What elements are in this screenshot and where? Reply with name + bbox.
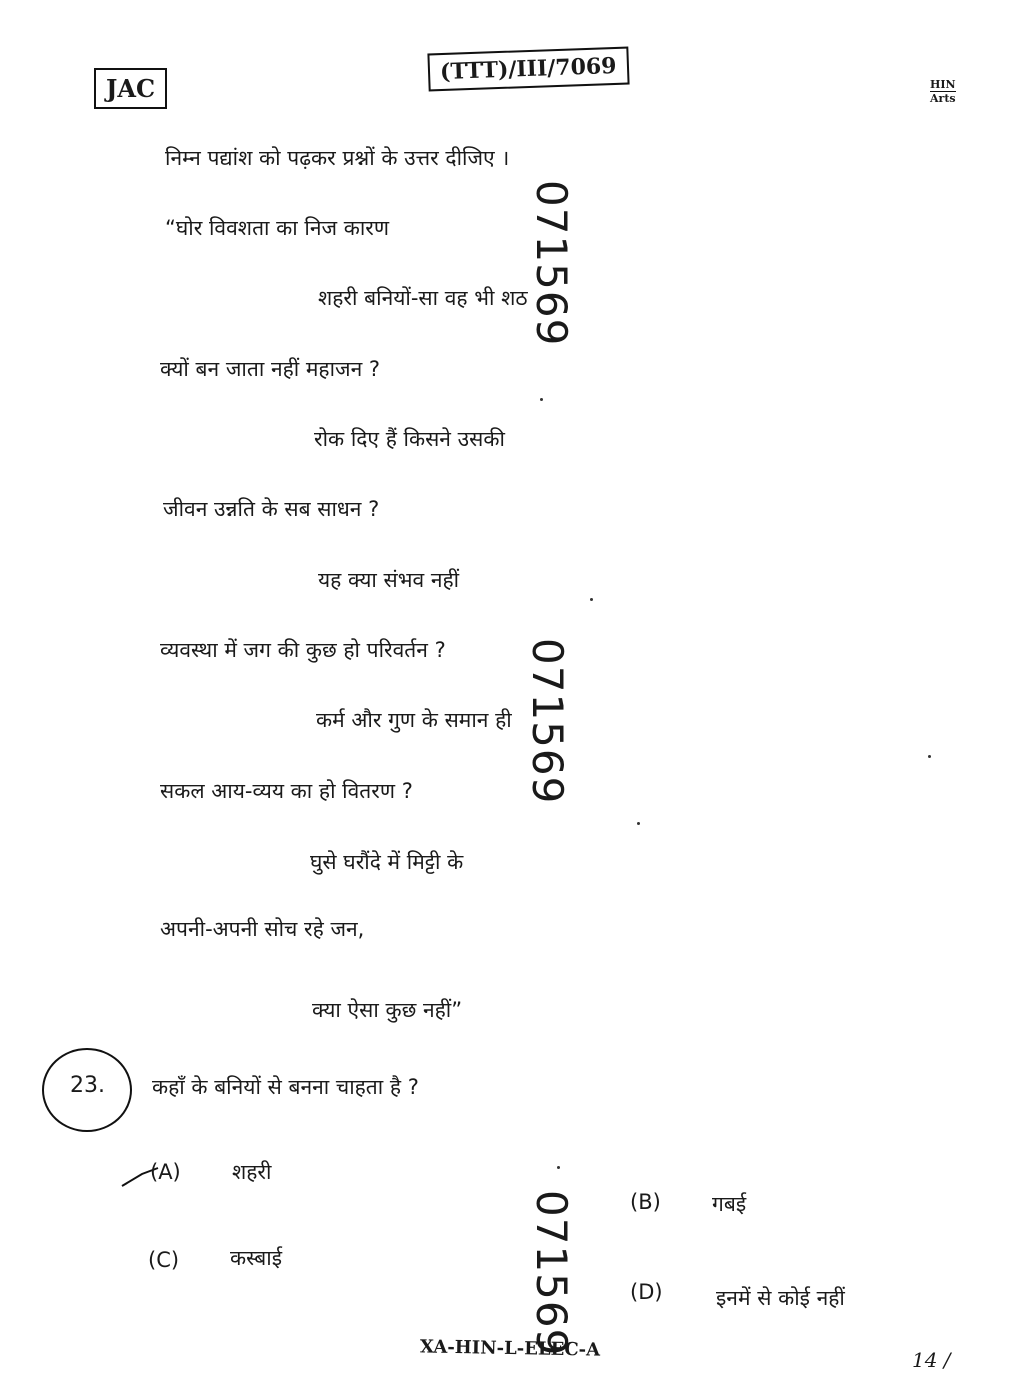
corner-mark-subject: HIN: [930, 78, 956, 91]
footer-code: XA-HIN-L-ELEC-A: [419, 1336, 601, 1361]
poem-line: सकल आय-व्यय का हो वितरण ?: [160, 779, 413, 803]
poem-line: क्यों बन जाता नहीं महाजन ?: [160, 357, 381, 381]
serial-stamp: 071569: [523, 638, 572, 805]
poem-line: जीवन उन्नति के सब साधन ?: [163, 497, 380, 521]
question-text: कहाँ के बनियों से बनना चाहता है ?: [152, 1075, 419, 1099]
option-a-text: शहरी: [232, 1160, 272, 1184]
page-number: 14 /: [912, 1348, 951, 1372]
corner-mark-stream: Arts: [930, 92, 956, 105]
serial-stamp: 071569: [527, 180, 576, 347]
option-c-label: (C): [148, 1248, 180, 1272]
scan-speck: [928, 755, 931, 758]
poem-line: घुसे घरौंदे में मिट्टी के: [310, 850, 464, 874]
poem-line: “घोर विवशता का निज कारण: [165, 216, 390, 240]
poem-line: व्यवस्था में जग की कुछ हो परिवर्तन ?: [160, 638, 446, 662]
poem-line: रोक दिए हैं किसने उसकी: [314, 427, 505, 451]
scan-speck: [557, 1166, 560, 1169]
paper-code: (TTT)/III/7069: [427, 47, 629, 92]
option-a-label: (A): [150, 1160, 181, 1184]
poem-line: क्या ऐसा कुछ नहीं”: [312, 998, 463, 1022]
serial-stamp: 071569: [527, 1190, 576, 1357]
option-b-label: (B): [630, 1190, 661, 1214]
corner-mark: [930, 78, 956, 105]
option-c-text: कस्बाई: [230, 1246, 283, 1270]
board-label: JAC: [94, 68, 167, 109]
poem-line: कर्म और गुण के समान ही: [316, 708, 512, 732]
scan-speck: [637, 822, 640, 825]
scan-speck: [540, 398, 543, 401]
question-number: 23.: [70, 1073, 105, 1098]
scan-speck: [590, 598, 593, 601]
poem-line: यह क्या संभव नहीं: [318, 568, 460, 592]
instruction: निम्न पद्यांश को पढ़कर प्रश्नों के उत्तर दीजिए ।: [165, 146, 510, 170]
option-b-text: गबई: [712, 1192, 747, 1216]
poem-line: अपनी-अपनी सोच रहे जन,: [160, 917, 365, 941]
option-d-text: इनमें से कोई नहीं: [716, 1286, 845, 1310]
option-d-label: (D): [630, 1280, 663, 1304]
poem-line: शहरी बनियों-सा वह भी शठ: [318, 286, 528, 310]
